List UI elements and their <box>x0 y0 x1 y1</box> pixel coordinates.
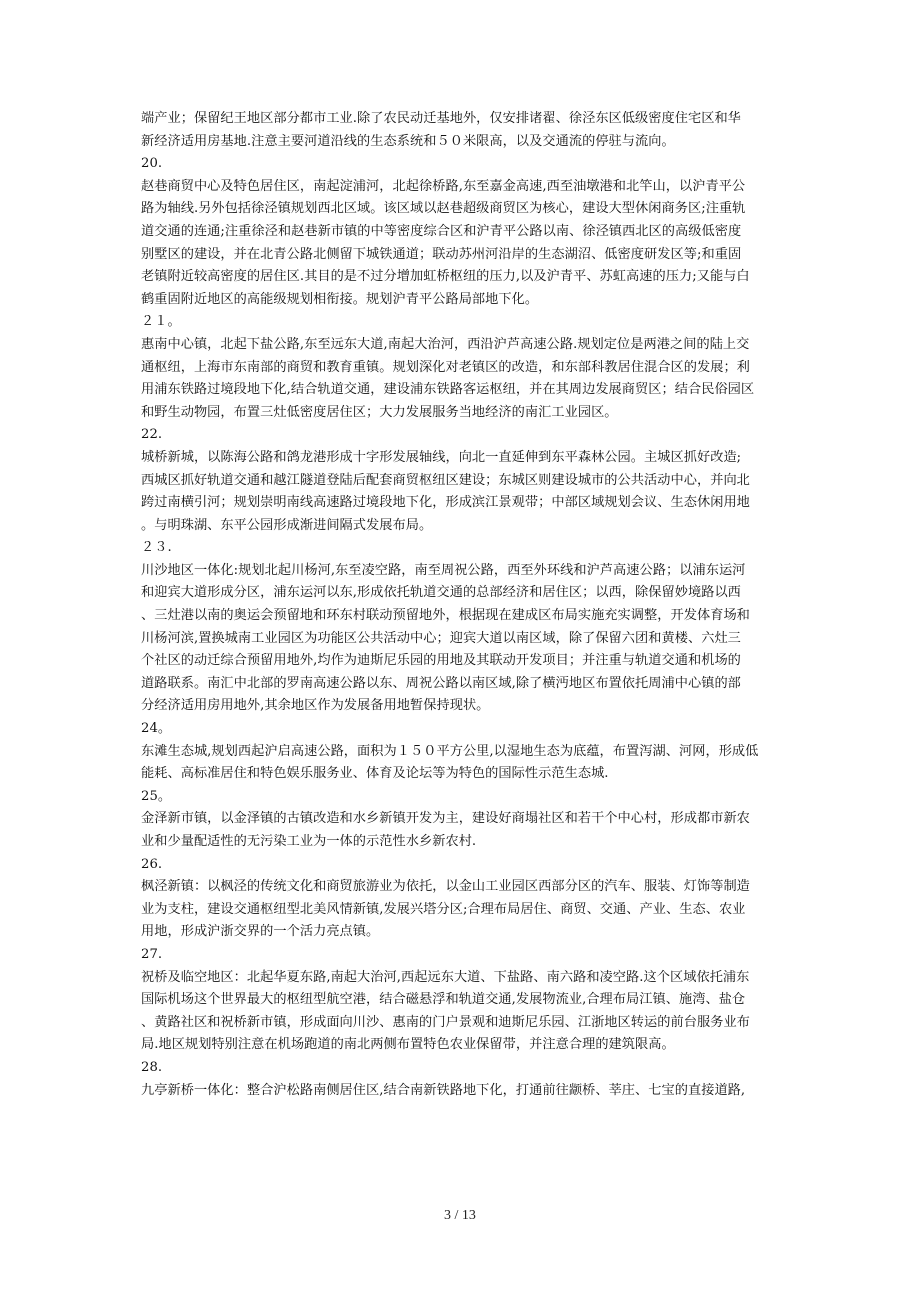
text-line: 新经济适用房基地.注意主要河道沿线的生态系统和５０米限高，以及交通流的停驻与流向。 <box>141 133 675 149</box>
text-line: 28. <box>141 1059 163 1075</box>
text-line: 路为轴线.另外包括徐泾镇规划西北区域。该区域以赵巷超级商贸区为核心，建设大型休闲商务区;注重轨 <box>141 201 746 217</box>
text-line: 枫泾新镇：以枫泾的传统文化和商贸旅游业为依托，以金山工业园区西部分区的汽车、服装、灯饰等制造 <box>141 879 750 895</box>
text-line: 祝桥及临空地区：北起华夏东路,南起大治河,西起远东大道、下盐路、南六路和凌空路.这个区域依托浦东 <box>141 969 750 985</box>
text-line: 。与明珠湖、东平公园形成渐进间隔式发展布局。 <box>141 517 433 533</box>
text-line: 城桥新城，以陈海公路和鸽龙港形成十字形发展轴线，向北一直延伸到东平森林公园。主城区抓好改造; <box>141 449 742 465</box>
text-line: 和迎宾大道形成分区，浦东运河以东,形成依托轨道交通的总部经济和居住区；以西，除保留妙境路以西 <box>141 585 741 601</box>
text-line: 国际机场这个世界最大的枢纽型航空港，结合磁悬浮和轨道交通,发展物流业,合理布局江镇、施湾、盐仓 <box>141 992 746 1008</box>
text-line: 局.地区规划特别注意在机场跑道的南北两侧布置特色农业保留带，并注意合理的建筑限高。 <box>141 1037 675 1053</box>
text-line: 用地，形成沪浙交界的一个活力亮点镇。 <box>141 924 380 940</box>
text-line: 道路联系。南汇中北部的罗南高速公路以东、周祝公路以南区域,除了横沔地区布置依托周浦中心镇的部 <box>141 675 741 691</box>
text-line: 惠南中心镇，北起下盐公路,东至远东大道,南起大治河，西沿沪芦高速公路.规划定位是两港之间的陆上交 <box>141 336 750 352</box>
page-number: 3 / 13 <box>444 1208 476 1223</box>
text-line: 用浦东铁路过境段地下化,结合轨道交通，建设浦东铁路客运枢纽，并在其周边发展商贸区；结合民俗园区 <box>141 382 755 398</box>
text-line: 26. <box>141 856 163 872</box>
text-line: 川沙地区一体化:规划北起川杨河,东至凌空路，南至周祝公路，西至外环线和沪芦高速公路；以浦东运河 <box>141 562 746 578</box>
text-line: 24。 <box>141 721 172 737</box>
text-line: 能耗、高标准居住和特色娱乐服务业、体育及论坛等为特色的国际性示范生态城. <box>141 766 609 782</box>
text-line: 别墅区的建设，并在北青公路北侧留下城铁通道；联动苏州河沿岸的生态湖沼、低密度研发区等;和重固 <box>141 246 742 262</box>
text-line: 鹤重固附近地区的高能级规划相衔接。规划沪青平公路局部地下化。 <box>141 291 539 307</box>
text-line: 道交通的连通;注重徐泾和赵巷新市镇的中等密度综合区和沪青平公路以南、徐泾镇西北区的高级低密度 <box>141 223 742 239</box>
text-line: 、三灶港以南的奥运会预留地和环东村联动预留地外，根据现在建成区布局实施充实调整，开发体育场和 <box>141 608 750 624</box>
text-line: 端产业；保留纪王地区部分都市工业.除了农民动迁基地外，仅安排诸翟、徐泾东区低级密度住宅区和华 <box>141 111 741 126</box>
text-line: 川杨河滨,置换城南工业园区为功能区公共活动中心；迎宾大道以南区域，除了保留六团和黄楼、六灶三 <box>141 630 741 646</box>
text-line: ２３. <box>141 540 172 556</box>
text-line: ２１。 <box>141 314 181 330</box>
text-line: 个社区的动迁综合预留用地外,均作为迪斯尼乐园的用地及其联动开发项目；并注重与轨道交通和机场的 <box>141 653 741 669</box>
text-line: 老镇附近较高密度的居住区.其目的是不过分增加虹桥枢纽的压力,以及沪青平、苏虹高速的压力;又能与白 <box>141 269 750 285</box>
text-line: 金泽新市镇，以金泽镇的古镇改造和水乡新镇开发为主，建设好商塌社区和若干个中心村，形成都市新农 <box>141 811 750 827</box>
text-line: 、黄路社区和祝桥新市镇，形成面向川沙、惠南的门户景观和迪斯尼乐园、江浙地区转运的前台服务业布 <box>141 1014 750 1030</box>
text-line: 业为支柱，建设交通枢纽型北美风情新镇,发展兴塔分区;合理布局居住、商贸、交通、产业、生态、农业 <box>141 901 746 917</box>
text-line: 22. <box>141 427 163 443</box>
text-line: 通枢纽，上海市东南部的商贸和教育重镇。规划深化对老镇区的改造，和东部科教居住混合区的发展；利 <box>141 359 750 375</box>
text-line: 20. <box>141 156 163 172</box>
text-line: 业和少量配适性的无污染工业为一体的示范性水乡新农村. <box>141 834 477 849</box>
text-line: 25。 <box>141 788 172 804</box>
text-line: 西城区抓好轨道交通和越江隧道登陆后配套商贸枢纽区建设；东城区则建设城市的公共活动中心，并向北 <box>141 472 750 488</box>
text-line: 分经济适用房用地外,其余地区作为发展备用地暂保持现状。 <box>141 698 490 714</box>
document-body <box>141 108 781 1102</box>
text-line: 东滩生态城,规划西起沪启高速公路，面积为１５０平方公里,以湿地生态为底蕴，布置泻湖、河网，形成低 <box>141 743 759 759</box>
text-line: 赵巷商贸中心及特色居住区，南起淀浦河，北起徐桥路,东至嘉金高速,西至油墩港和北竿山，以沪青平公 <box>141 178 746 194</box>
text-line: 跨过南横引河；规划崇明南线高速路过境段地下化，形成滨江景观带；中部区域规划会议、生态休闲用地 <box>141 495 750 511</box>
text-line: 27. <box>141 946 163 962</box>
text-line: 和野生动物园，布置三灶低密度居住区；大力发展服务当地经济的南汇工业园区。 <box>141 404 618 420</box>
text-line: 九亭新桥一体化：整合沪松路南侧居住区,结合南新铁路地下化，打通前往颛桥、莘庄、七宝的直接道路, <box>141 1082 746 1098</box>
